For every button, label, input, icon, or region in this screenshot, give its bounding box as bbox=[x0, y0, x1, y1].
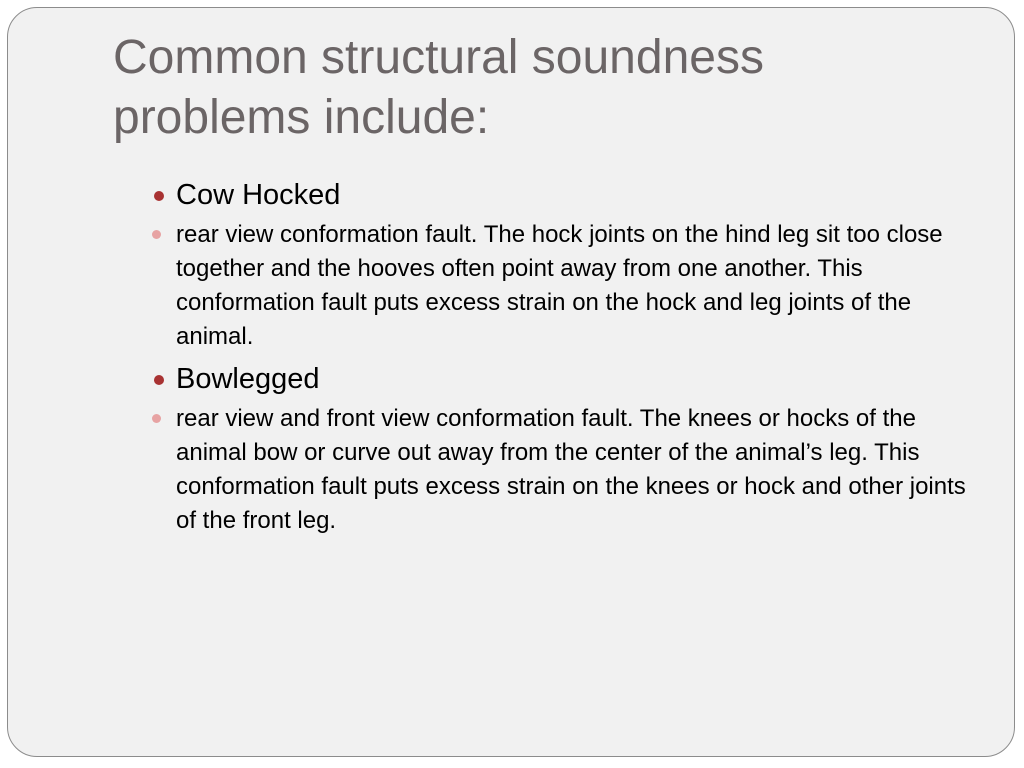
sub-bullet-dot-icon bbox=[152, 414, 161, 423]
sub-bullet-bowlegged bbox=[146, 402, 966, 538]
slide bbox=[7, 7, 1015, 757]
sub-bullet-text: rear view conformation fault. The hock joints on the hind leg sit too close together and the hooves often point away from one another. This conformation fault puts excess strain on the hock and leg joints of the animal. bbox=[176, 221, 943, 350]
slide-content bbox=[146, 168, 966, 538]
slide-title: Common structural soundness problems include: bbox=[113, 31, 764, 144]
bullet-heading: Cow Hocked bbox=[176, 179, 341, 211]
sub-bullet-text: rear view and front view conformation fault. The knees or hocks of the animal bow or curve out away from the center of the animal’s leg. This conformation fault puts excess strain on the knees or hock and other joints of the front leg. bbox=[176, 405, 966, 534]
bullet-dot-icon bbox=[154, 375, 164, 385]
sub-bullet-cow-hocked bbox=[146, 218, 966, 354]
bullet-item-bowlegged bbox=[146, 360, 966, 398]
bullet-item-cow-hocked bbox=[146, 176, 966, 214]
sub-bullet-dot-icon bbox=[152, 230, 161, 239]
bullet-heading: Bowlegged bbox=[176, 363, 320, 395]
bullet-dot-icon bbox=[154, 191, 164, 201]
